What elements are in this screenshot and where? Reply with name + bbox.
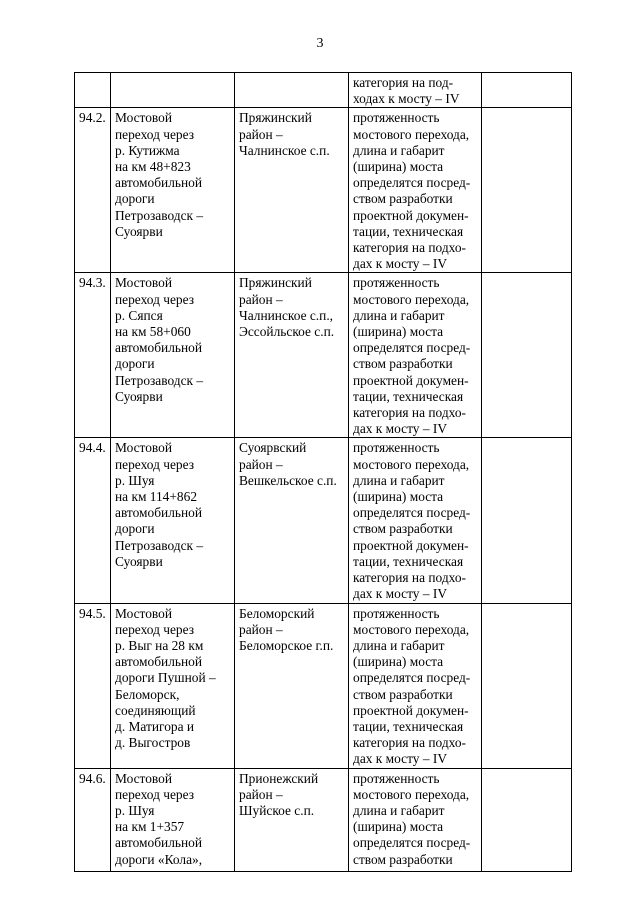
characteristics-cell: протяженность мостового перехода, длина и габарит (ширина) моста определятся посред- ством разработки проектной докумен- тации, техническая категория на подхо- дах к мосту – IV — [349, 273, 482, 438]
object-name-cell — [111, 73, 235, 108]
location-cell: Пряжинский район – Чалнинское с.п. — [235, 108, 349, 273]
object-name-cell: Мостовой переход через р. Сяпся на км 58+060 автомобильной дороги Петрозаводск – Суоярви — [111, 273, 235, 438]
page-number: 3 — [316, 36, 324, 51]
location-cell: Пряжинский район – Чалнинское с.п., Эссойльское с.п. — [235, 273, 349, 438]
characteristics-cell: протяженность мостового перехода, длина и габарит (ширина) моста определятся посред- ством разработки — [349, 768, 482, 871]
row-number: 94.5. — [75, 603, 111, 768]
extra-cell — [482, 273, 572, 438]
object-name-cell: Мостовой переход через р. Выг на 28 км автомобильной дороги Пушной – Беломорск, соединяющий д. Матигора и д. Выгостров — [111, 603, 235, 768]
characteristics-cell: категория на под- ходах к мосту – IV — [349, 73, 482, 108]
location-cell: Суоярвский район – Вешкельское с.п. — [235, 438, 349, 603]
table-row — [75, 768, 572, 871]
characteristics-cell: протяженность мостового перехода, длина и габарит (ширина) моста определятся посред- ством разработки проектной докумен- тации, техническая категория на подхо- дах к мосту – IV — [349, 603, 482, 768]
characteristics-cell: протяженность мостового перехода, длина и габарит (ширина) моста определятся посред- ством разработки проектной докумен- тации, техническая категория на подхо- дах к мосту – IV — [349, 108, 482, 273]
object-name-cell: Мостовой переход через р. Шуя на км 1+357 автомобильной дороги «Кола», — [111, 768, 235, 871]
location-cell: Беломорский район – Беломорское г.п. — [235, 603, 349, 768]
table-row — [75, 438, 572, 603]
row-number: 94.2. — [75, 108, 111, 273]
location-cell — [235, 73, 349, 108]
extra-cell — [482, 768, 572, 871]
row-number: 94.4. — [75, 438, 111, 603]
object-name-cell: Мостовой переход через р. Кутижма на км 48+823 автомобильной дороги Петрозаводск – Суоярви — [111, 108, 235, 273]
extra-cell — [482, 108, 572, 273]
location-cell: Прионежский район – Шуйское с.п. — [235, 768, 349, 871]
table-row — [75, 108, 572, 273]
table-row — [75, 73, 572, 108]
row-number — [75, 73, 111, 108]
planning-table — [74, 72, 572, 872]
extra-cell — [482, 73, 572, 108]
object-name-cell: Мостовой переход через р. Шуя на км 114+862 автомобильной дороги Петрозаводск – Суоярви — [111, 438, 235, 603]
row-number: 94.6. — [75, 768, 111, 871]
row-number: 94.3. — [75, 273, 111, 438]
table-row — [75, 603, 572, 768]
extra-cell — [482, 438, 572, 603]
table-row — [75, 273, 572, 438]
extra-cell — [482, 603, 572, 768]
characteristics-cell: протяженность мостового перехода, длина и габарит (ширина) моста определятся посред- ством разработки проектной докумен- тации, техническая категория на подхо- дах к мосту – IV — [349, 438, 482, 603]
